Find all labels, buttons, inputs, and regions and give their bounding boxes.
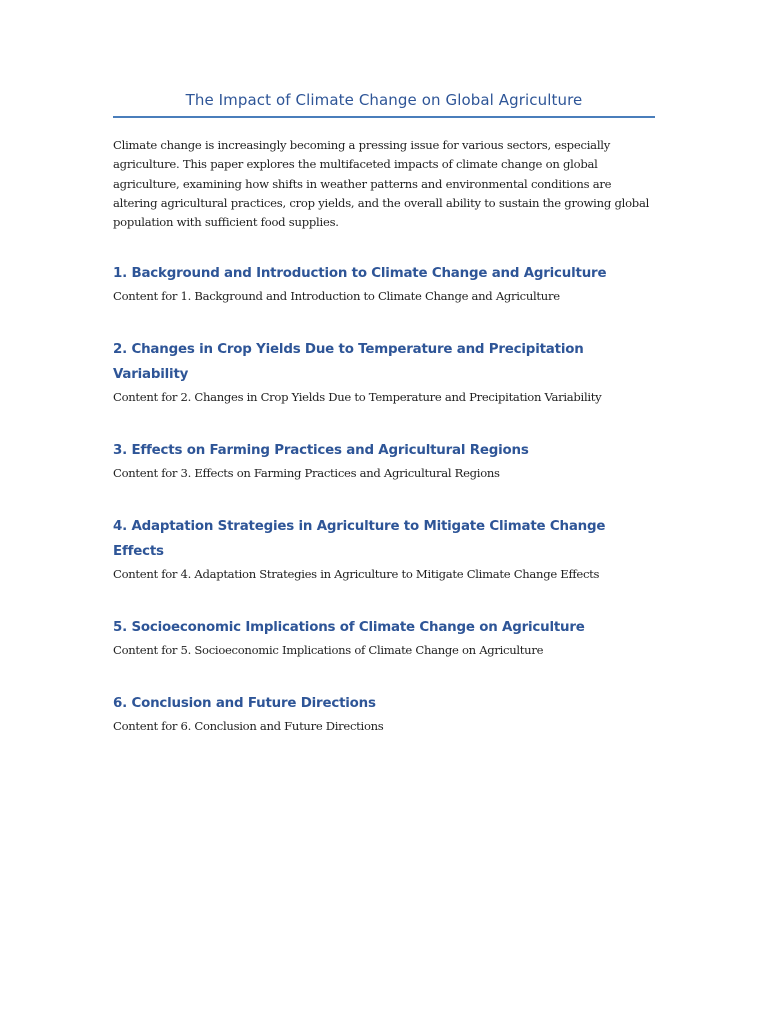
section-content: Content for 2. Changes in Crop Yields Due to Temperature and Precipitation Variability	[113, 390, 602, 405]
section-content: Content for 4. Adaptation Strategies in Agriculture to Mitigate Climate Change Effects	[113, 567, 600, 582]
section-6	[113, 691, 655, 736]
section-content: Content for 6. Conclusion and Future Directions	[113, 719, 384, 734]
section-5	[113, 615, 655, 660]
section-heading: 4. Adaptation Strategies in Agriculture to Mitigate Climate Change Effects	[113, 519, 606, 560]
section-heading: 5. Socioeconomic Implications of Climate Change on Agriculture	[113, 620, 585, 636]
section-4	[113, 514, 655, 584]
section-1	[113, 261, 655, 306]
section-content: Content for 3. Effects on Farming Practices and Agricultural Regions	[113, 466, 500, 481]
section-heading: 1. Background and Introduction to Climate Change and Agriculture	[113, 266, 607, 282]
section-content: Content for 5. Socioeconomic Implications of Climate Change on Agriculture	[113, 643, 544, 658]
document-body	[113, 90, 655, 736]
section-content: Content for 1. Background and Introduction to Climate Change and Agriculture	[113, 289, 560, 304]
section-heading: 2. Changes in Crop Yields Due to Temperature and Precipitation Variability	[113, 342, 584, 383]
section-2	[113, 337, 655, 407]
section-heading: 3. Effects on Farming Practices and Agricultural Regions	[113, 443, 529, 459]
intro-paragraph: Climate change is increasingly becoming a pressing issue for various sectors, especially agriculture. This paper explores the multifaceted impacts of climate change on global agriculture, examining how shifts in weather patterns and environmental conditions are altering agricultural practices, crop yields, and the overall ability to sustain the growing global population with sufficient food supplies.	[113, 138, 650, 230]
section-heading: 6. Conclusion and Future Directions	[113, 696, 376, 712]
section-3	[113, 438, 655, 483]
document-title: The Impact of Climate Change on Global Agriculture	[113, 90, 655, 118]
